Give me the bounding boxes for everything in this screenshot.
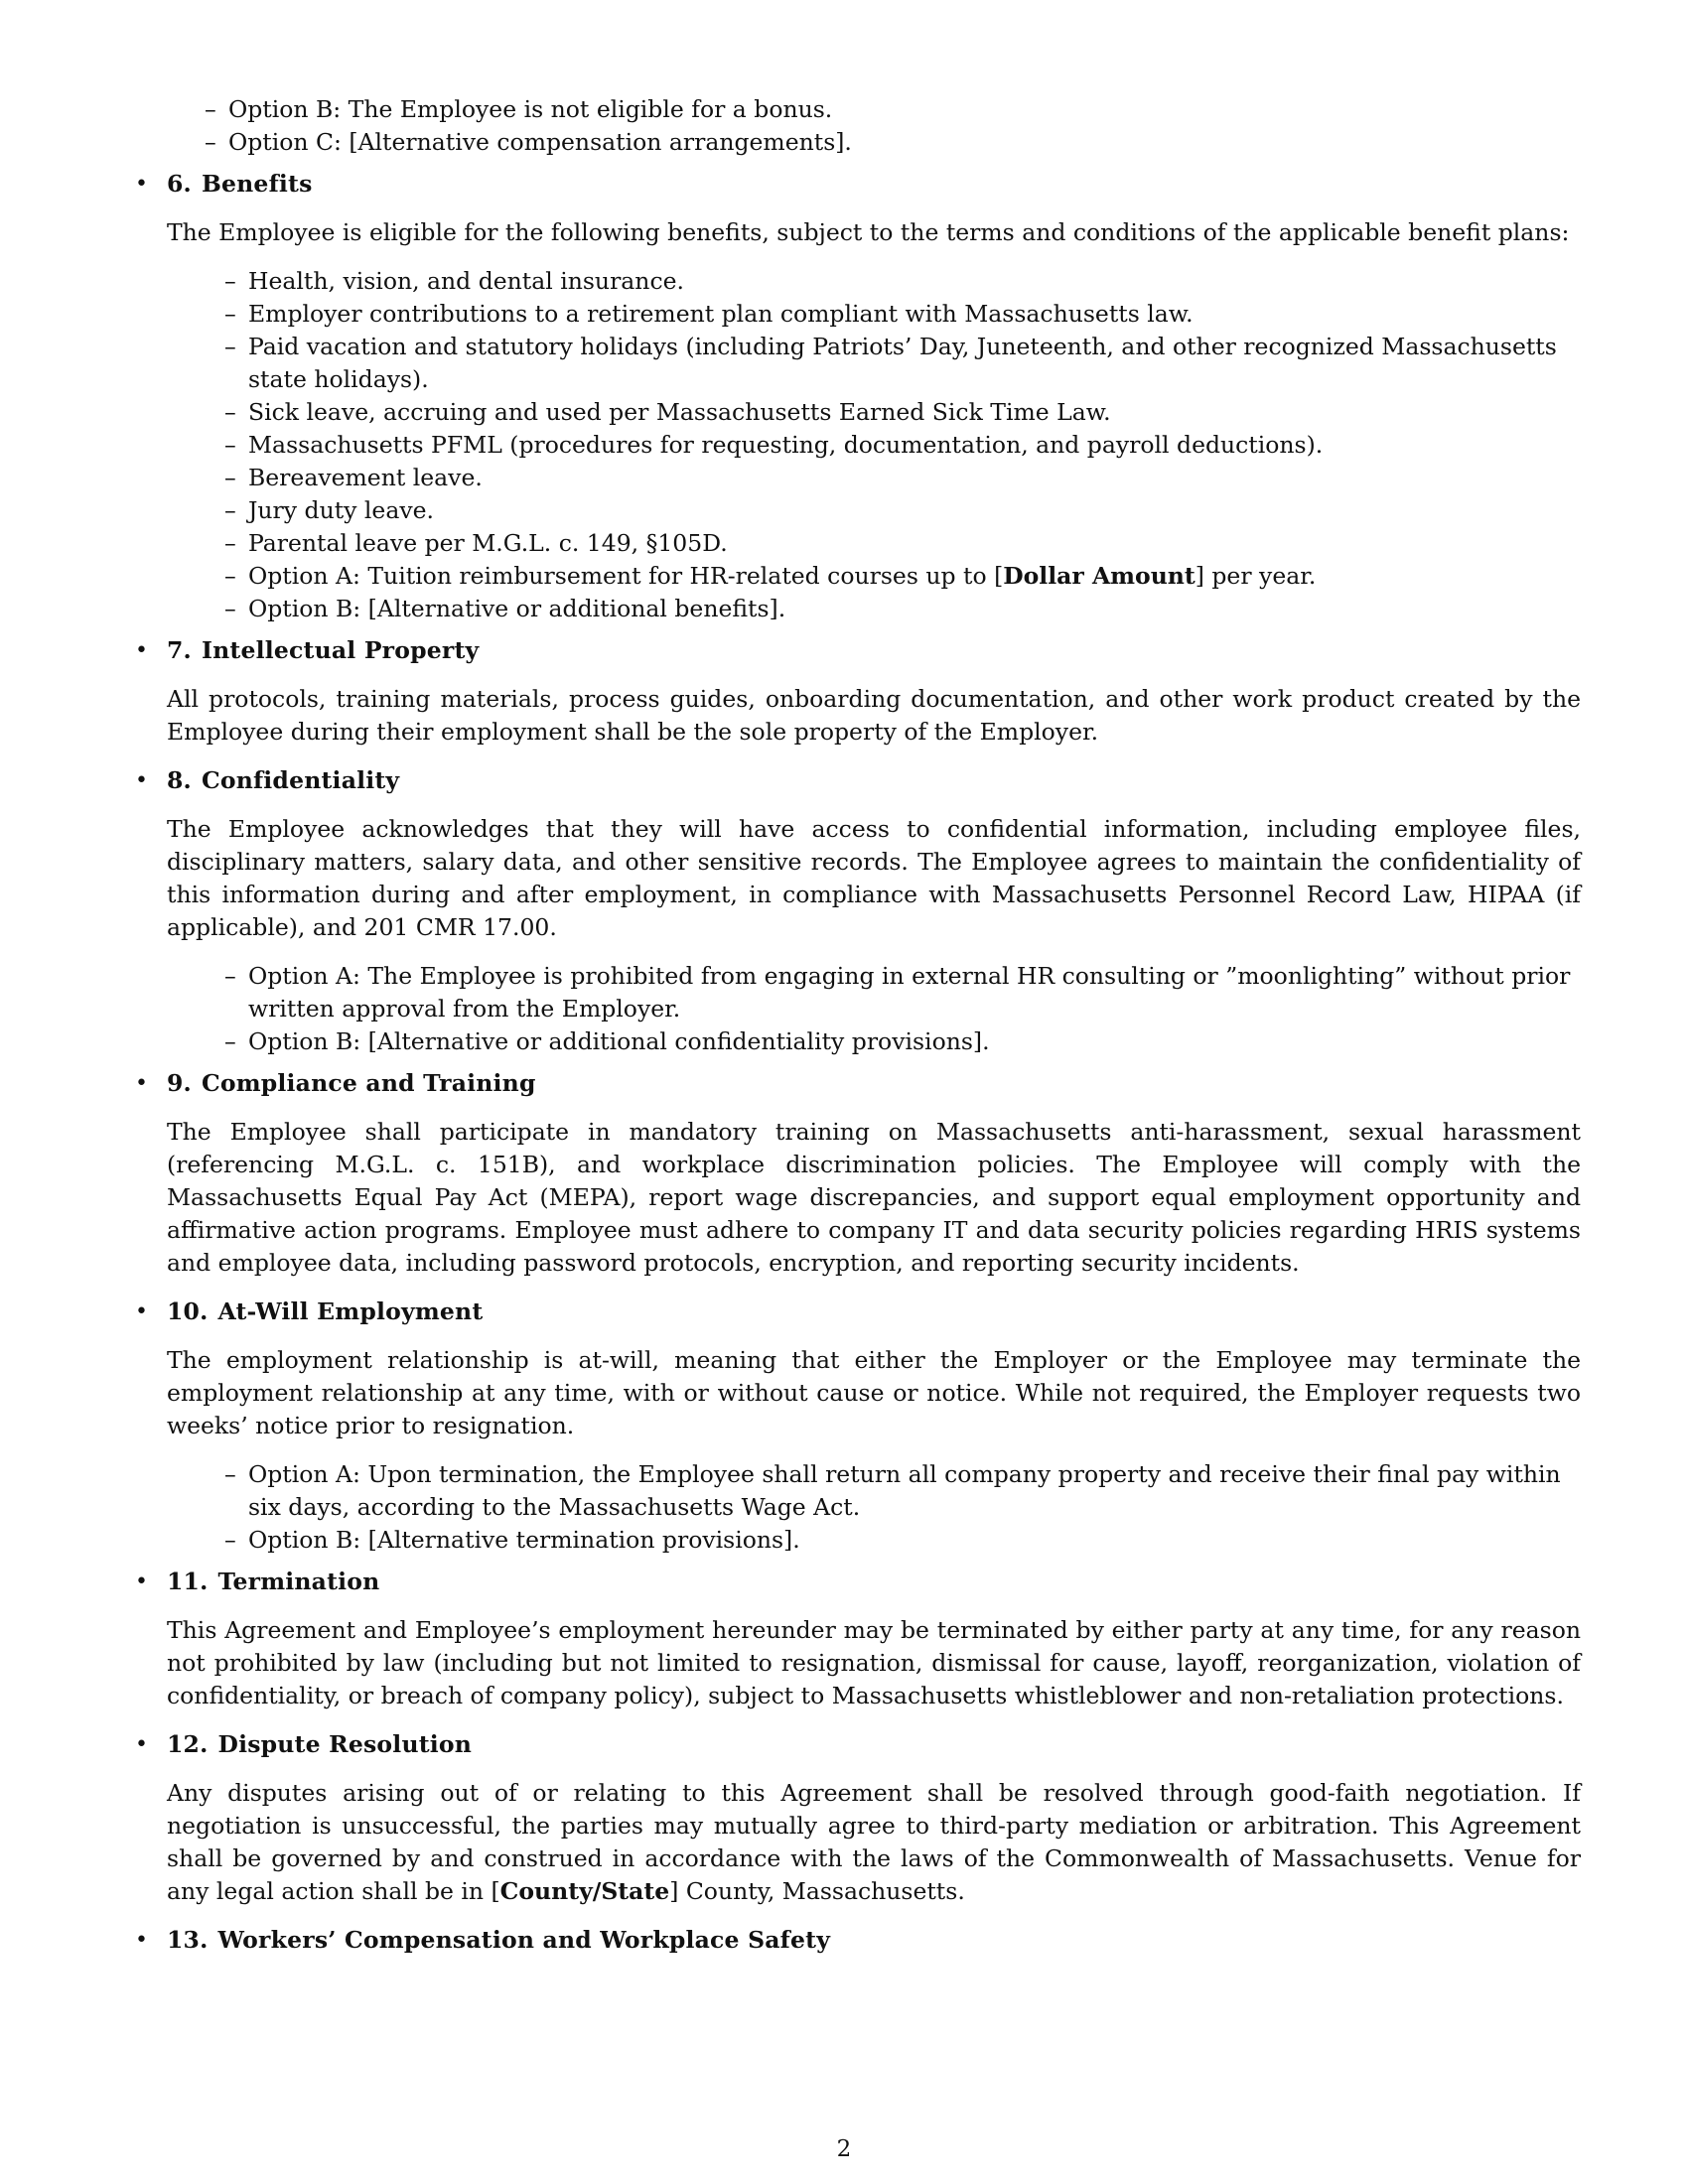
list-item: – Parental leave per M.G.L. c. 149, §105D. xyxy=(248,527,1581,560)
page-number: 2 xyxy=(836,2136,852,2162)
section-paragraph xyxy=(167,1777,1581,1908)
bracket-open: [ xyxy=(491,1877,500,1905)
bracket-close: ] xyxy=(669,1877,679,1905)
bullet-icon: • xyxy=(135,172,148,197)
list-item-option-a xyxy=(248,560,1581,593)
section-paragraph: The Employee shall participate in mandatory training on Massachusetts anti-harassment, sexual harassment (referencing M.G.L. c. 151B), and workplace discrimination policies. The Employee will comply with the Massachusetts Equal Pay Act (MEPA), report wage discrepancies, and support equal employment opportunity and affirmative action programs. Employee must adhere to company IT and data security policies regarding HRIS systems and employee data, including password protocols, encryption, and reporting security incidents. xyxy=(167,1118,1581,1277)
section-title: Compliance and Training xyxy=(201,1069,536,1097)
section-number: 9. xyxy=(167,1069,192,1097)
section-title: Benefits xyxy=(201,170,313,198)
paragraph-text-tail: County, Massachusetts. xyxy=(678,1877,965,1905)
section-heading xyxy=(167,764,1581,797)
section-number: 10. xyxy=(167,1297,209,1325)
section-termination xyxy=(135,1566,1581,1712)
section-heading xyxy=(167,1296,1581,1328)
list-item: – Option A: The Employee is prohibited from engaging in external HR consulting or ”moonlighting” without prior written approval from the Employer. xyxy=(248,960,1581,1025)
section-number: 13. xyxy=(167,1926,209,1954)
list-item: – Paid vacation and statutory holidays (including Patriots’ Day, Juneteenth, and other recognized Massachusetts state holidays). xyxy=(248,331,1581,396)
section-title: Termination xyxy=(217,1568,380,1595)
list-item: – Option B: [Alternative or additional confidentiality provisions]. xyxy=(248,1025,1581,1058)
list-item: – Health, vision, and dental insurance. xyxy=(248,265,1581,298)
section-paragraph: The Employee acknowledges that they will have access to confidential information, including employee files, disciplinary matters, salary data, and other sensitive records. The Employee agrees to maintain the confidentiality of this information during and after employment, in compliance with Massachusetts Personnel Record Law, HIPAA (if applicable), and 201 CMR 17.00. xyxy=(167,815,1581,941)
section-paragraph: The Employee is eligible for the following benefits, subject to the terms and conditions of the applicable benefit plans: xyxy=(167,218,1570,246)
section-heading xyxy=(167,1566,1581,1598)
section-number: 8. xyxy=(167,766,192,794)
section-paragraph: The employment relationship is at-will, meaning that either the Employer or the Employee may terminate the employment relationship at any time, with or without cause or notice. While not required, the Employer requests two weeks’ notice prior to resignation. xyxy=(167,1346,1581,1439)
section-heading xyxy=(167,1067,1581,1100)
list-item: – Sick leave, accruing and used per Massachusetts Earned Sick Time Law. xyxy=(248,396,1581,429)
section-heading xyxy=(167,168,1581,201)
list-item: – Bereavement leave. xyxy=(248,462,1581,494)
list-item: – Jury duty leave. xyxy=(248,494,1581,527)
bracket-open: [ xyxy=(994,562,1004,590)
paragraph-text: Any disputes arising out of or relating to this Agreement shall be resolved through good-faith negotiation. If negotiation is unsuccessful, the parties may mutually agree to third-party mediation or arbitration. This Agreement shall be governed by and construed in accordance with the laws of the Commonwealth of Massachusetts. Venue for any legal action shall be in xyxy=(167,1779,1581,1905)
bullet-icon: • xyxy=(135,1732,148,1757)
list-item: – Option A: Upon termination, the Employee shall return all company property and receive their final pay within six days, according to the Massachusetts Wage Act. xyxy=(248,1458,1581,1524)
dollar-amount-placeholder: Dollar Amount xyxy=(1003,562,1196,590)
section-title: Workers’ Compensation and Workplace Safety xyxy=(217,1926,831,1954)
section-title: Confidentiality xyxy=(201,766,400,794)
section-compliance-training xyxy=(135,1067,1581,1280)
list-item: – Option B: [Alternative or additional benefits]. xyxy=(248,593,1581,625)
benefits-list xyxy=(167,265,1581,625)
section-title: At-Will Employment xyxy=(217,1297,484,1325)
county-state-placeholder: County/State xyxy=(499,1877,670,1905)
section-title: Dispute Resolution xyxy=(217,1730,473,1758)
section-confidentiality xyxy=(135,764,1581,1058)
section-benefits xyxy=(135,168,1581,625)
option-text: Option A: Tuition reimbursement for HR-related courses up to xyxy=(248,562,995,590)
compensation-options-list xyxy=(147,93,1581,159)
option-text-tail: per year. xyxy=(1203,562,1317,590)
confidentiality-options-list xyxy=(167,960,1581,1058)
section-dispute-resolution xyxy=(135,1728,1581,1908)
section-paragraph: All protocols, training materials, process guides, onboarding documentation, and other work product created by the Employee during their employment shall be the sole property of the Employer. xyxy=(167,685,1581,746)
list-item: – Massachusetts PFML (procedures for requesting, documentation, and payroll deductions). xyxy=(248,429,1581,462)
list-item: – Employer contributions to a retirement plan compliant with Massachusetts law. xyxy=(248,298,1581,331)
bullet-icon: • xyxy=(135,1071,148,1096)
section-number: 11. xyxy=(167,1568,209,1595)
section-paragraph: This Agreement and Employee’s employment hereunder may be terminated by either party at any time, for any reason not prohibited by law (including but not limited to resignation, dismissal for cause, layoff, reorganization, violation of confidentiality, or breach of company policy), subject to Massachusetts whistleblower and non-retaliation protections. xyxy=(167,1616,1581,1709)
section-title: Intellectual Property xyxy=(201,636,480,664)
termination-options-list xyxy=(167,1458,1581,1557)
bullet-icon: • xyxy=(135,1570,148,1594)
section-number: 7. xyxy=(167,636,192,664)
section-heading xyxy=(167,634,1581,667)
section-number: 6. xyxy=(167,170,192,198)
list-item: – Option C: [Alternative compensation arrangements]. xyxy=(228,126,1581,159)
section-heading xyxy=(167,1728,1581,1761)
bullet-icon: • xyxy=(135,1299,148,1324)
bracket-close: ] xyxy=(1195,562,1204,590)
sections-list xyxy=(135,168,1581,1957)
bullet-icon: • xyxy=(135,768,148,793)
section-heading xyxy=(167,1924,1581,1957)
bullet-icon: • xyxy=(135,638,148,663)
list-item: – Option B: The Employee is not eligible for a bonus. xyxy=(228,93,1581,126)
section-at-will-employment xyxy=(135,1296,1581,1557)
section-intellectual-property xyxy=(135,634,1581,749)
section-workers-compensation xyxy=(135,1924,1581,1957)
section-number: 12. xyxy=(167,1730,209,1758)
document-page xyxy=(135,93,1581,1973)
list-item: – Option B: [Alternative termination provisions]. xyxy=(248,1524,1581,1557)
bullet-icon: • xyxy=(135,1928,148,1953)
